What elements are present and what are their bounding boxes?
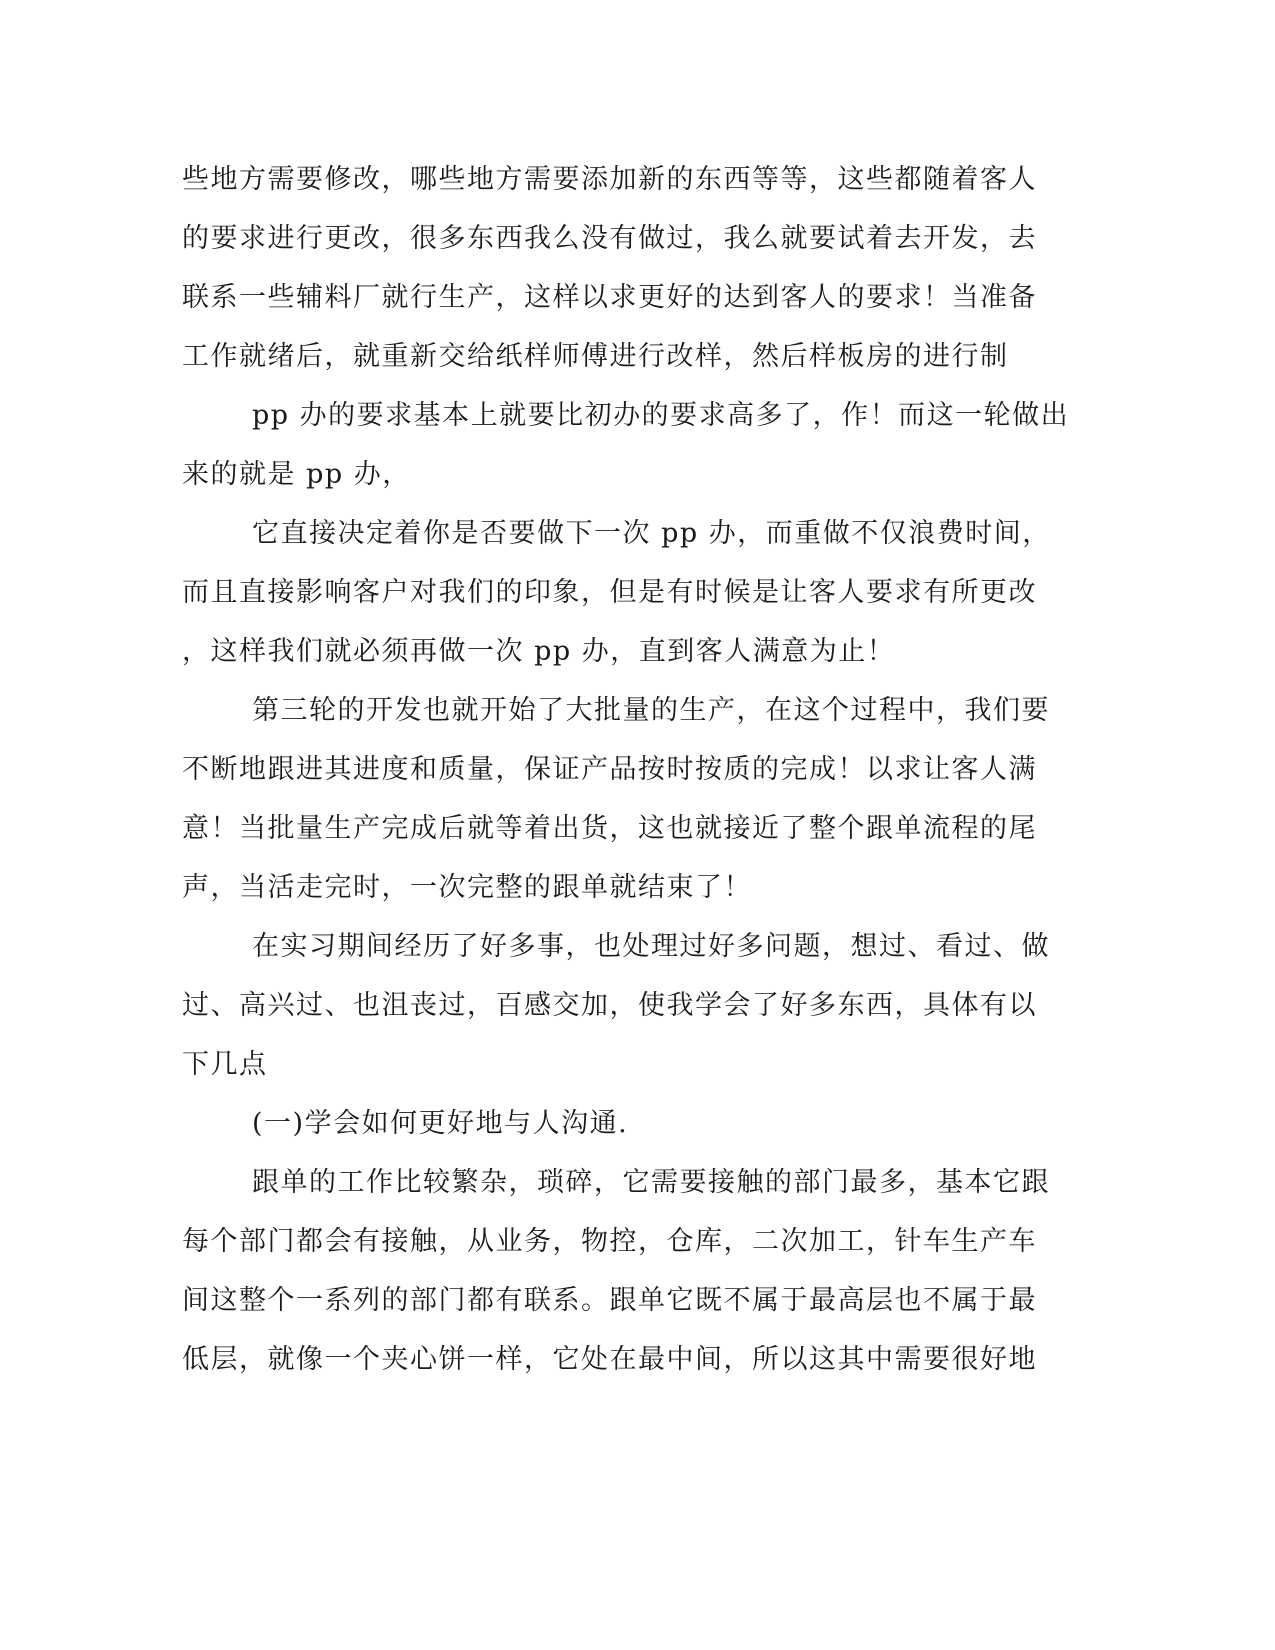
text-line-5: pp 办的要求基本上就要比初办的要求高多了，作！而这一轮做出 [252, 400, 1070, 431]
text-line-9: ，这样我们就必须再做一次 pp 办，直到客人满意为止！ [182, 636, 896, 667]
text-line-8: 而且直接影响客户对我们的印象，但是有时候是让客人要求有所更改 [182, 577, 1037, 608]
text-line-13: 声，当活走完时，一次完整的跟单就结束了！ [182, 872, 752, 903]
text-line-16: 下几点 [182, 1049, 268, 1080]
text-line-6: 来的就是 pp 办， [182, 459, 411, 490]
text-line-12: 意！当批量生产完成后就等着出货，这也就接近了整个跟单流程的尾 [182, 813, 1037, 844]
text-line-19: 每个部门都会有接触，从业务，物控，仓库，二次加工，针车生产车 [182, 1226, 1037, 1257]
text-line-21: 低层，就像一个夹心饼一样，它处在最中间，所以这其中需要很好地 [182, 1344, 1037, 1375]
text-line-17: (一)学会如何更好地与人沟通. [252, 1108, 629, 1139]
text-line-11: 不断地跟进其进度和质量，保证产品按时按质的完成！以求让客人满 [182, 754, 1037, 785]
text-line-4: 工作就绪后，就重新交给纸样师傅进行改样，然后样板房的进行制 [182, 341, 1009, 372]
text-line-14: 在实习期间经历了好多事，也处理过好多问题，想过、看过、做 [252, 931, 1050, 962]
text-line-2: 的要求进行更改，很多东西我么没有做过，我么就要试着去开发，去 [182, 223, 1037, 254]
text-line-1: 些地方需要修改，哪些地方需要添加新的东西等等，这些都随着客人 [182, 164, 1037, 195]
text-line-20: 间这整个一系列的部门都有联系。跟单它既不属于最高层也不属于最 [182, 1285, 1037, 1316]
text-line-15: 过、高兴过、也沮丧过，百感交加，使我学会了好多东西，具体有以 [182, 990, 1037, 1021]
text-line-7: 它直接决定着你是否要做下一次 pp 办，而重做不仅浪费时间， [252, 518, 1051, 549]
text-line-3: 联系一些辅料厂就行生产，这样以求更好的达到客人的要求！当准备 [182, 282, 1037, 313]
text-line-10: 第三轮的开发也就开始了大批量的生产，在这个过程中，我们要 [252, 695, 1050, 726]
text-line-18: 跟单的工作比较繁杂，琐碎，它需要接触的部门最多，基本它跟 [252, 1167, 1050, 1198]
